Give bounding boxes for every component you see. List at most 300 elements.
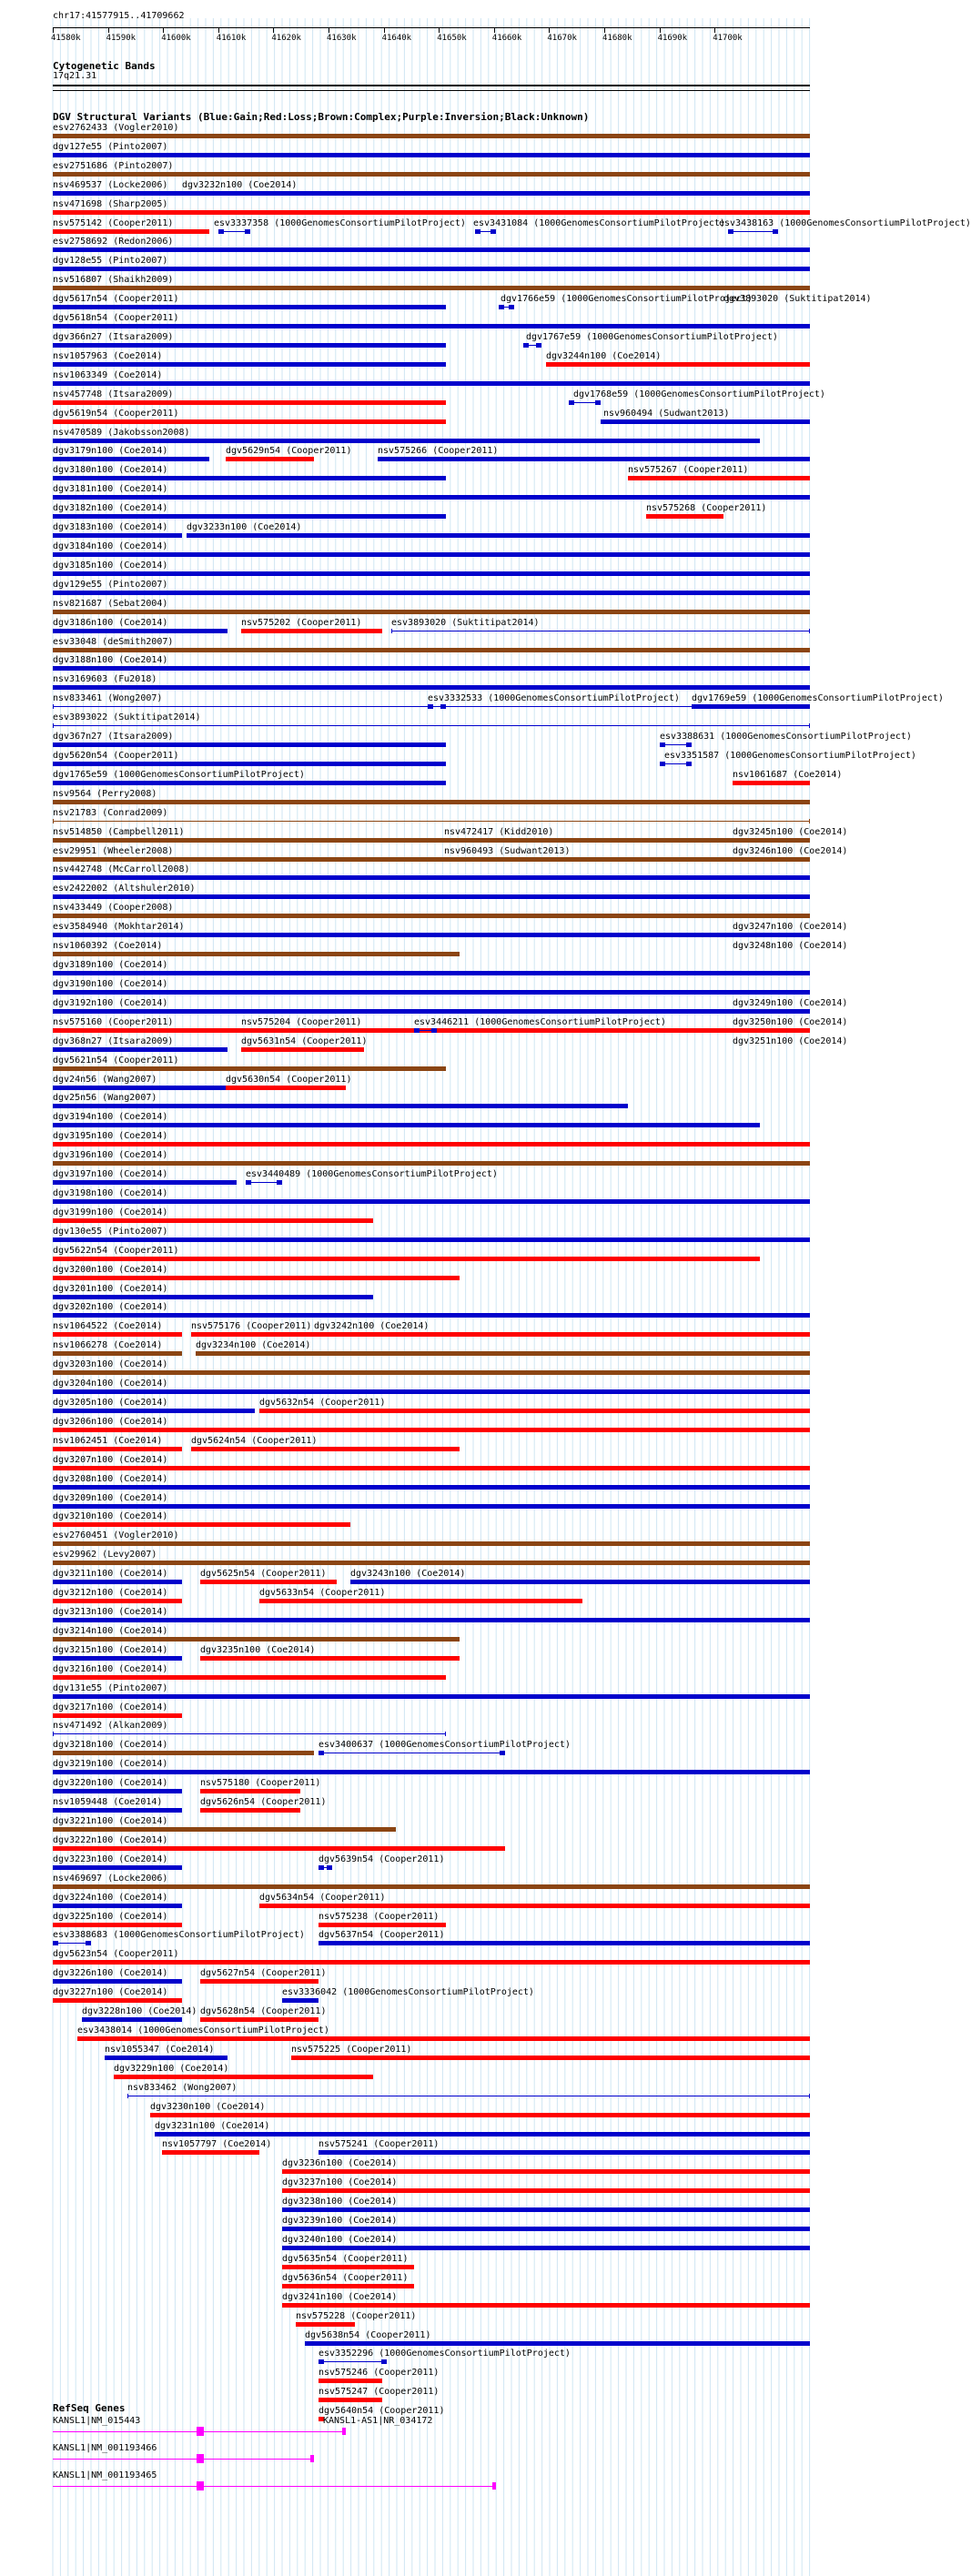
variant-bar[interactable] — [53, 1541, 810, 1546]
variant-label[interactable]: dgv3223n100 (Coe2014) — [53, 1854, 168, 1864]
variant-label[interactable]: dgv3208n100 (Coe2014) — [53, 1473, 168, 1484]
variant-bar[interactable] — [282, 2169, 810, 2174]
variant-bar[interactable] — [53, 439, 760, 443]
variant-label[interactable]: dgv3180n100 (Coe2014) — [53, 465, 168, 476]
variant-bar[interactable] — [378, 457, 810, 461]
variant-label[interactable]: dgv3215n100 (Coe2014) — [53, 1644, 168, 1655]
variant-label[interactable]: dgv3233n100 (Coe2014) — [187, 522, 302, 533]
variant-label[interactable]: dgv3243n100 (Coe2014) — [350, 1569, 466, 1580]
variant-label[interactable]: dgv5621n54 (Cooper2011) — [53, 1055, 179, 1066]
variant-bar[interactable] — [53, 821, 810, 822]
variant-bar[interactable] — [646, 514, 723, 519]
variant-label[interactable]: esv3893022 (Suktitipat2014) — [53, 712, 201, 723]
variant-label[interactable]: nsv575142 (Cooper2011) — [53, 217, 174, 228]
variant-bar[interactable] — [428, 706, 446, 707]
variant-bar[interactable] — [53, 1865, 182, 1870]
variant-label[interactable]: dgv3242n100 (Coe2014) — [314, 1321, 430, 1332]
variant-bar[interactable] — [53, 1123, 760, 1127]
variant-label[interactable]: dgv3218n100 (Coe2014) — [53, 1740, 168, 1751]
variant-label[interactable]: dgv3241n100 (Coe2014) — [282, 2291, 398, 2302]
variant-label[interactable]: dgv5630n54 (Cooper2011) — [226, 1074, 352, 1085]
variant-label[interactable]: nsv470589 (Jakobsson2008) — [53, 427, 190, 438]
variant-label[interactable]: dgv3216n100 (Coe2014) — [53, 1663, 168, 1674]
variant-bar[interactable] — [53, 933, 810, 937]
variant-label[interactable]: dgv3204n100 (Coe2014) — [53, 1379, 168, 1389]
variant-bar[interactable] — [305, 2341, 810, 2346]
variant-bar[interactable] — [53, 1447, 182, 1451]
variant-bar[interactable] — [692, 704, 810, 709]
variant-label[interactable]: nsv1057963 (Coe2014) — [53, 350, 163, 361]
variant-bar[interactable] — [53, 1751, 314, 1755]
variant-bar[interactable] — [350, 1580, 810, 1584]
variant-bar[interactable] — [53, 267, 810, 271]
variant-bar[interactable] — [319, 2361, 387, 2362]
variant-label[interactable]: dgv3210n100 (Coe2014) — [53, 1511, 168, 1522]
variant-label[interactable]: dgv5632n54 (Cooper2011) — [259, 1397, 386, 1408]
variant-label[interactable]: esv2751686 (Pinto2007) — [53, 160, 174, 171]
variant-label[interactable]: dgv3248n100 (Coe2014) — [733, 941, 848, 952]
variant-bar[interactable] — [53, 857, 810, 862]
variant-label[interactable]: esv3400637 (1000GenomesConsortiumPilotProject) — [319, 1740, 571, 1751]
variant-label[interactable]: nsv9564 (Perry2008) — [53, 788, 157, 799]
variant-bar[interactable] — [53, 762, 446, 766]
variant-bar[interactable] — [53, 725, 810, 726]
variant-label[interactable]: dgv1768e59 (1000GenomesConsortiumPilotProject) — [573, 389, 825, 399]
variant-bar[interactable] — [53, 1675, 446, 1680]
variant-bar[interactable] — [53, 971, 810, 975]
variant-label[interactable]: dgv3181n100 (Coe2014) — [53, 484, 168, 495]
variant-label[interactable]: nsv575160 (Cooper2011) — [53, 1016, 174, 1027]
variant-label[interactable]: dgv127e55 (Pinto2007) — [53, 141, 168, 152]
variant-label[interactable]: dgv3203n100 (Coe2014) — [53, 1359, 168, 1370]
variant-label[interactable]: dgv5628n54 (Cooper2011) — [200, 2006, 327, 2017]
variant-label[interactable]: dgv3189n100 (Coe2014) — [53, 960, 168, 971]
variant-label[interactable]: dgv5623n54 (Cooper2011) — [53, 1949, 179, 1960]
variant-bar[interactable] — [53, 1998, 182, 2003]
variant-label[interactable]: dgv1766e59 (1000GenomesConsortiumPilotProject) — [501, 294, 753, 305]
variant-bar[interactable] — [53, 457, 209, 461]
variant-bar[interactable] — [628, 476, 810, 480]
variant-bar[interactable] — [53, 305, 446, 309]
variant-label[interactable]: dgv5636n54 (Cooper2011) — [282, 2272, 409, 2283]
variant-bar[interactable] — [282, 2207, 810, 2212]
variant-label[interactable]: dgv3240n100 (Coe2014) — [282, 2235, 398, 2245]
variant-label[interactable]: dgv3190n100 (Coe2014) — [53, 978, 168, 989]
variant-label[interactable]: dgv3209n100 (Coe2014) — [53, 1492, 168, 1503]
variant-bar[interactable] — [53, 1180, 237, 1185]
variant-bar[interactable] — [155, 2132, 810, 2137]
variant-bar[interactable] — [191, 1332, 810, 1337]
gene-intron-line[interactable] — [53, 2486, 496, 2487]
variant-bar[interactable] — [200, 1979, 319, 1984]
variant-bar[interactable] — [282, 2265, 414, 2269]
variant-label[interactable]: nsv833462 (Wong2007) — [127, 2082, 238, 2093]
variant-bar[interactable] — [53, 894, 810, 899]
variant-label[interactable]: dgv3182n100 (Coe2014) — [53, 503, 168, 514]
variant-label[interactable]: dgv1769e59 (1000GenomesConsortiumPilotProject) — [692, 693, 944, 704]
variant-label[interactable]: dgv3225n100 (Coe2014) — [53, 1911, 168, 1922]
variant-label[interactable]: nsv575180 (Cooper2011) — [200, 1778, 321, 1789]
variant-label[interactable]: dgv3194n100 (Coe2014) — [53, 1112, 168, 1123]
variant-label[interactable]: nsv575267 (Cooper2011) — [628, 465, 749, 476]
variant-bar[interactable] — [53, 286, 810, 290]
variant-label[interactable]: dgv3212n100 (Coe2014) — [53, 1588, 168, 1599]
variant-bar[interactable] — [53, 381, 810, 386]
variant-label[interactable]: nsv1062451 (Coe2014) — [53, 1435, 163, 1446]
variant-label[interactable]: dgv3214n100 (Coe2014) — [53, 1625, 168, 1636]
variant-label[interactable]: dgv5634n54 (Cooper2011) — [259, 1892, 386, 1903]
variant-label[interactable]: dgv5620n54 (Cooper2011) — [53, 751, 179, 762]
variant-label[interactable]: dgv3201n100 (Coe2014) — [53, 1283, 168, 1294]
variant-bar[interactable] — [53, 210, 810, 215]
variant-label[interactable]: dgv3197n100 (Coe2014) — [53, 1169, 168, 1180]
variant-label[interactable]: nsv457748 (Itsara2009) — [53, 389, 174, 399]
variant-bar[interactable] — [53, 571, 810, 576]
variant-label[interactable]: dgv3226n100 (Coe2014) — [53, 1968, 168, 1979]
gene-exon[interactable] — [492, 2482, 496, 2490]
variant-bar[interactable] — [53, 1846, 505, 1851]
variant-label[interactable]: nsv442748 (McCarroll2008) — [53, 864, 190, 875]
variant-bar[interactable] — [105, 2056, 228, 2060]
variant-label[interactable]: nsv1059448 (Coe2014) — [53, 1797, 163, 1808]
variant-bar[interactable] — [53, 781, 446, 785]
variant-label[interactable]: dgv1767e59 (1000GenomesConsortiumPilotProject) — [526, 332, 778, 342]
variant-bar[interactable] — [77, 2036, 810, 2041]
variant-label[interactable]: dgv131e55 (Pinto2007) — [53, 1682, 168, 1693]
variant-bar[interactable] — [523, 345, 541, 346]
variant-bar[interactable] — [53, 1618, 810, 1622]
variant-bar[interactable] — [53, 1199, 810, 1204]
variant-bar[interactable] — [53, 914, 810, 918]
variant-bar[interactable] — [53, 1904, 182, 1908]
variant-bar[interactable] — [53, 875, 810, 880]
variant-bar[interactable] — [53, 610, 810, 614]
gene-label[interactable]: KANSL1|NM_001193466 — [53, 2443, 157, 2453]
variant-bar[interactable] — [319, 1923, 446, 1927]
variant-bar[interactable] — [53, 172, 810, 177]
variant-label[interactable]: dgv5627n54 (Cooper2011) — [200, 1968, 327, 1979]
variant-label[interactable]: dgv3237n100 (Coe2014) — [282, 2177, 398, 2188]
variant-label[interactable]: dgv3202n100 (Coe2014) — [53, 1302, 168, 1313]
variant-bar[interactable] — [259, 1599, 582, 1603]
variant-bar[interactable] — [53, 1009, 810, 1014]
variant-bar[interactable] — [53, 1694, 810, 1699]
variant-label[interactable]: esv2422002 (Altshuler2010) — [53, 884, 196, 894]
variant-bar[interactable] — [200, 1789, 300, 1793]
variant-bar[interactable] — [53, 666, 810, 671]
variant-bar[interactable] — [246, 1182, 282, 1183]
gene-exon[interactable] — [197, 2481, 204, 2490]
variant-label[interactable]: dgv3213n100 (Coe2014) — [53, 1606, 168, 1617]
variant-label[interactable]: dgv368n27 (Itsara2009) — [53, 1035, 174, 1046]
variant-bar[interactable] — [226, 1086, 346, 1090]
variant-label[interactable]: dgv3229n100 (Coe2014) — [114, 2063, 229, 2074]
gene-label[interactable]: KANSL1|NM_001193465 — [53, 2470, 157, 2480]
variant-label[interactable]: nsv960493 (Sudwant2013) — [444, 845, 571, 856]
variant-bar[interactable] — [53, 533, 182, 538]
variant-bar[interactable] — [200, 1580, 337, 1584]
variant-label[interactable]: dgv1765e59 (1000GenomesConsortiumPilotProject) — [53, 769, 305, 780]
variant-label[interactable]: esv2762433 (Vogler2010) — [53, 123, 179, 133]
gene-label-secondary[interactable]: KANSL1-AS1|NR_034172 — [323, 2416, 433, 2426]
variant-bar[interactable] — [218, 231, 250, 232]
variant-label[interactable]: dgv5635n54 (Cooper2011) — [282, 2253, 409, 2264]
gene-exon[interactable] — [342, 2428, 346, 2435]
variant-bar[interactable] — [53, 1086, 228, 1090]
variant-label[interactable]: dgv3192n100 (Coe2014) — [53, 997, 168, 1008]
variant-label[interactable]: esv3332533 (1000GenomesConsortiumPilotProject) — [428, 693, 680, 704]
variant-label[interactable]: nsv433449 (Cooper2008) — [53, 903, 174, 914]
variant-label[interactable]: dgv3185n100 (Coe2014) — [53, 560, 168, 571]
variant-label[interactable]: dgv5625n54 (Cooper2011) — [200, 1569, 327, 1580]
variant-bar[interactable] — [53, 1979, 182, 1984]
variant-label[interactable]: dgv3198n100 (Coe2014) — [53, 1187, 168, 1198]
variant-label[interactable]: dgv3230n100 (Coe2014) — [150, 2101, 266, 2112]
variant-bar[interactable] — [53, 247, 810, 252]
variant-label[interactable]: dgv3183n100 (Coe2014) — [53, 522, 168, 533]
variant-bar[interactable] — [53, 685, 810, 690]
variant-bar[interactable] — [53, 1580, 182, 1584]
variant-bar[interactable] — [282, 2246, 810, 2250]
variant-label[interactable]: nsv1061687 (Coe2014) — [733, 769, 843, 780]
variant-bar[interactable] — [187, 533, 810, 538]
variant-bar[interactable] — [150, 2113, 810, 2117]
variant-label[interactable]: dgv3186n100 (Coe2014) — [53, 617, 168, 628]
variant-label[interactable]: dgv5640n54 (Cooper2011) — [319, 2406, 445, 2417]
variant-label[interactable]: dgv3234n100 (Coe2014) — [196, 1340, 311, 1351]
variant-label[interactable]: nsv575228 (Cooper2011) — [296, 2310, 417, 2321]
variant-label[interactable]: dgv3231n100 (Coe2014) — [155, 2120, 270, 2131]
variant-bar[interactable] — [53, 1161, 810, 1166]
variant-label[interactable]: esv3438163 (1000GenomesConsortiumPilotProject) — [719, 217, 971, 228]
gene-exon[interactable] — [310, 2455, 314, 2462]
variant-label[interactable]: dgv5639n54 (Cooper2011) — [319, 1854, 445, 1864]
variant-label[interactable]: dgv5631n54 (Cooper2011) — [241, 1035, 368, 1046]
variant-bar[interactable] — [728, 231, 778, 232]
variant-label[interactable]: nsv960494 (Sudwant2013) — [603, 408, 730, 419]
variant-bar[interactable] — [53, 191, 810, 196]
variant-label[interactable]: nsv575202 (Cooper2011) — [241, 617, 362, 628]
variant-label[interactable]: esv3431084 (1000GenomesConsortiumPilotProject) — [473, 217, 725, 228]
variant-label[interactable]: dgv3219n100 (Coe2014) — [53, 1759, 168, 1770]
variant-bar[interactable] — [53, 495, 810, 500]
variant-bar[interactable] — [660, 763, 692, 764]
variant-bar[interactable] — [53, 1066, 446, 1071]
variant-bar[interactable] — [282, 2188, 810, 2193]
variant-label[interactable]: dgv3227n100 (Coe2014) — [53, 1987, 168, 1998]
variant-bar[interactable] — [53, 1522, 350, 1527]
gene-exon[interactable] — [197, 2454, 204, 2463]
gene-exon[interactable] — [197, 2427, 204, 2436]
variant-label[interactable]: nsv575266 (Cooper2011) — [378, 446, 499, 457]
variant-label[interactable]: nsv469697 (Locke2006) — [53, 1873, 168, 1884]
variant-label[interactable]: dgv3250n100 (Coe2014) — [733, 1016, 848, 1027]
variant-label[interactable]: dgv3220n100 (Coe2014) — [53, 1778, 168, 1789]
variant-label[interactable]: esv2758692 (Redon2006) — [53, 237, 174, 247]
variant-bar[interactable] — [53, 1733, 446, 1734]
variant-bar[interactable] — [82, 2017, 182, 2022]
variant-bar[interactable] — [282, 2227, 810, 2231]
variant-label[interactable]: nsv471492 (Alkan2009) — [53, 1721, 168, 1732]
variant-bar[interactable] — [53, 400, 446, 405]
variant-bar[interactable] — [282, 2303, 810, 2308]
variant-label[interactable]: dgv3238n100 (Coe2014) — [282, 2197, 398, 2207]
variant-bar[interactable] — [114, 2075, 373, 2079]
variant-bar[interactable] — [53, 419, 446, 424]
variant-label[interactable]: dgv5622n54 (Cooper2011) — [53, 1245, 179, 1256]
variant-label[interactable]: dgv3222n100 (Coe2014) — [53, 1834, 168, 1845]
variant-bar[interactable] — [241, 629, 382, 633]
variant-bar[interactable] — [53, 591, 810, 595]
variant-bar[interactable] — [53, 990, 810, 995]
variant-bar[interactable] — [53, 1504, 810, 1509]
variant-label[interactable]: dgv3205n100 (Coe2014) — [53, 1397, 168, 1408]
variant-bar[interactable] — [53, 648, 810, 652]
variant-label[interactable]: dgv366n27 (Itsara2009) — [53, 332, 174, 342]
variant-label[interactable]: esv3388683 (1000GenomesConsortiumPilotProject) — [53, 1930, 305, 1941]
variant-bar[interactable] — [53, 1466, 810, 1470]
variant-bar[interactable] — [53, 1599, 182, 1603]
variant-bar[interactable] — [53, 742, 446, 747]
variant-bar[interactable] — [53, 1561, 810, 1565]
variant-bar[interactable] — [200, 1656, 460, 1661]
variant-label[interactable]: dgv3179n100 (Coe2014) — [53, 446, 168, 457]
variant-label[interactable]: nsv514850 (Campbell2011) — [53, 826, 185, 837]
variant-label[interactable]: dgv5619n54 (Cooper2011) — [53, 408, 179, 419]
variant-bar[interactable] — [53, 153, 810, 157]
variant-label[interactable]: nsv1066278 (Coe2014) — [53, 1340, 163, 1351]
gene-label[interactable]: KANSL1|NM_015443 — [53, 2416, 141, 2426]
variant-bar[interactable] — [53, 1960, 810, 1965]
variant-bar[interactable] — [53, 1389, 810, 1394]
variant-label[interactable]: esv3438014 (1000GenomesConsortiumPilotProject) — [77, 2025, 329, 2036]
variant-bar[interactable] — [259, 1409, 810, 1413]
variant-label[interactable]: nsv1057797 (Coe2014) — [162, 2139, 272, 2150]
variant-bar[interactable] — [53, 1332, 182, 1337]
variant-label[interactable]: esv29962 (Levy2007) — [53, 1550, 157, 1561]
variant-bar[interactable] — [259, 1904, 810, 1908]
variant-label[interactable]: nsv1064522 (Coe2014) — [53, 1321, 163, 1332]
variant-bar[interactable] — [296, 2322, 355, 2327]
variant-label[interactable]: dgv367n27 (Itsara2009) — [53, 732, 174, 742]
variant-label[interactable]: dgv130e55 (Pinto2007) — [53, 1226, 168, 1237]
variant-bar[interactable] — [53, 1485, 810, 1490]
variant-label[interactable]: dgv3195n100 (Coe2014) — [53, 1131, 168, 1142]
variant-label[interactable]: dgv3188n100 (Coe2014) — [53, 655, 168, 666]
variant-label[interactable]: esv3893020 (Suktitipat2014) — [391, 617, 540, 628]
variant-bar[interactable] — [53, 1295, 373, 1299]
variant-bar[interactable] — [53, 1884, 810, 1889]
variant-bar[interactable] — [53, 1713, 182, 1718]
variant-label[interactable]: dgv5637n54 (Cooper2011) — [319, 1930, 445, 1941]
variant-label[interactable]: dgv3224n100 (Coe2014) — [53, 1892, 168, 1903]
variant-label[interactable]: nsv3169603 (Fu2018) — [53, 674, 157, 685]
variant-bar[interactable] — [319, 2398, 382, 2402]
variant-label[interactable]: esv3446211 (1000GenomesConsortiumPilotProject) — [414, 1016, 666, 1027]
variant-label[interactable]: nsv575246 (Cooper2011) — [319, 2368, 440, 2379]
variant-bar[interactable] — [569, 402, 601, 403]
variant-label[interactable]: dgv3235n100 (Coe2014) — [200, 1644, 316, 1655]
variant-label[interactable]: nsv575176 (Cooper2011) — [191, 1321, 312, 1332]
variant-bar[interactable] — [53, 1104, 628, 1108]
variant-bar[interactable] — [53, 1637, 460, 1642]
variant-label[interactable]: esv3336042 (1000GenomesConsortiumPilotProject) — [282, 1987, 534, 1998]
variant-label[interactable]: nsv575225 (Cooper2011) — [291, 2044, 412, 2055]
variant-label[interactable]: dgv5626n54 (Cooper2011) — [200, 1797, 327, 1808]
variant-label[interactable]: dgv3228n100 (Coe2014) — [82, 2006, 197, 2017]
variant-bar[interactable] — [53, 324, 810, 328]
variant-bar[interactable] — [291, 2056, 810, 2060]
variant-bar[interactable] — [53, 1428, 810, 1432]
variant-label[interactable]: nsv575268 (Cooper2011) — [646, 503, 767, 514]
variant-label[interactable]: dgv3239n100 (Coe2014) — [282, 2216, 398, 2227]
variant-label[interactable]: nsv575247 (Cooper2011) — [319, 2387, 440, 2398]
variant-label[interactable]: dgv3245n100 (Coe2014) — [733, 826, 848, 837]
variant-label[interactable]: nsv472417 (Kidd2010) — [444, 826, 554, 837]
variant-label[interactable]: dgv3207n100 (Coe2014) — [53, 1454, 168, 1465]
variant-label[interactable]: nsv821687 (Sebat2004) — [53, 598, 168, 609]
variant-label[interactable]: nsv1063349 (Coe2014) — [53, 369, 163, 380]
variant-label[interactable]: nsv21783 (Conrad2009) — [53, 807, 168, 818]
variant-bar[interactable] — [414, 1030, 437, 1031]
variant-label[interactable]: dgv5618n54 (Cooper2011) — [53, 313, 179, 324]
variant-bar[interactable] — [53, 343, 446, 348]
variant-label[interactable]: dgv3200n100 (Coe2014) — [53, 1264, 168, 1275]
variant-label[interactable]: esv3584940 (Mokhtar2014) — [53, 922, 185, 933]
variant-label[interactable]: dgv3251n100 (Coe2014) — [733, 1035, 848, 1046]
variant-bar[interactable] — [53, 514, 446, 519]
variant-label[interactable]: dgv24n56 (Wang2007) — [53, 1074, 157, 1085]
variant-bar[interactable] — [475, 231, 496, 232]
variant-label[interactable]: nsv516807 (Shaikh2009) — [53, 275, 174, 286]
variant-label[interactable]: dgv5633n54 (Cooper2011) — [259, 1588, 386, 1599]
variant-label[interactable]: esv2760451 (Vogler2010) — [53, 1530, 179, 1541]
variant-label[interactable]: esv3337358 (1000GenomesConsortiumPilotProject) — [214, 217, 466, 228]
variant-bar[interactable] — [53, 1313, 810, 1318]
variant-bar[interactable] — [53, 134, 810, 138]
variant-label[interactable]: esv33048 (deSmith2007) — [53, 636, 174, 647]
variant-label[interactable]: esv3388631 (1000GenomesConsortiumPilotProject) — [660, 732, 912, 742]
variant-bar[interactable] — [53, 1257, 760, 1261]
variant-bar[interactable] — [53, 552, 810, 557]
variant-bar[interactable] — [546, 362, 810, 367]
variant-label[interactable]: dgv3232n100 (Coe2014) — [182, 179, 298, 190]
variant-label[interactable]: nsv575238 (Cooper2011) — [319, 1911, 440, 1922]
variant-bar[interactable] — [282, 2284, 414, 2288]
variant-label[interactable]: dgv3211n100 (Coe2014) — [53, 1569, 168, 1580]
variant-label[interactable]: dgv3217n100 (Coe2014) — [53, 1702, 168, 1712]
variant-bar[interactable] — [733, 781, 810, 785]
variant-bar[interactable] — [196, 1351, 810, 1356]
variant-label[interactable]: dgv129e55 (Pinto2007) — [53, 579, 168, 590]
variant-label[interactable]: dgv3893020 (Suktitipat2014) — [723, 294, 872, 305]
variant-label[interactable]: dgv3221n100 (Coe2014) — [53, 1815, 168, 1826]
variant-label[interactable]: esv29951 (Wheeler2008) — [53, 845, 174, 856]
variant-bar[interactable] — [53, 476, 446, 480]
variant-label[interactable]: dgv3196n100 (Coe2014) — [53, 1150, 168, 1161]
variant-label[interactable]: nsv471698 (Sharp2005) — [53, 198, 168, 209]
variant-bar[interactable] — [53, 362, 446, 367]
variant-bar[interactable] — [53, 1370, 810, 1375]
variant-bar[interactable] — [53, 1827, 396, 1832]
variant-bar[interactable] — [241, 1028, 364, 1033]
variant-bar[interactable] — [53, 838, 810, 843]
variant-bar[interactable] — [319, 1941, 810, 1945]
variant-label[interactable]: nsv833461 (Wong2007) — [53, 693, 163, 704]
variant-label[interactable]: dgv3247n100 (Coe2014) — [733, 922, 848, 933]
variant-bar[interactable] — [319, 2150, 810, 2155]
variant-bar[interactable] — [53, 1409, 255, 1413]
